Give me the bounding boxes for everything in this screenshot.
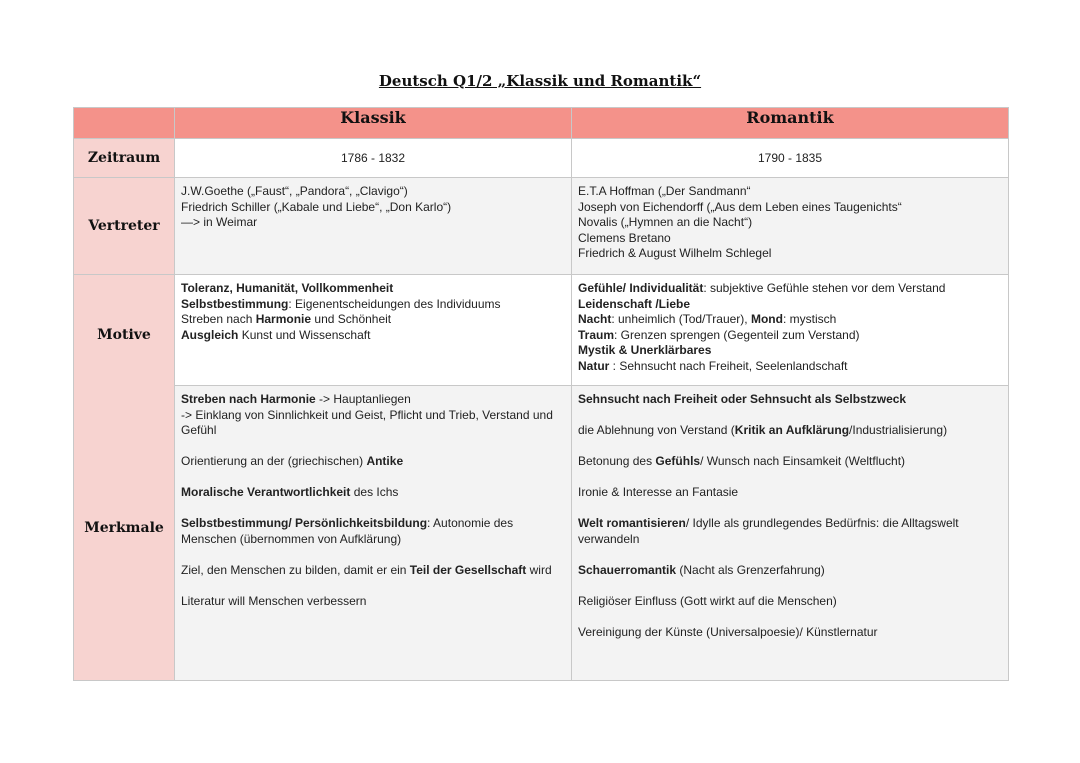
text: und Schönheit [311,312,392,326]
bold-text: Antike [366,454,404,468]
text: Streben nach [181,312,256,326]
zeitraum-romantik: 1790 - 1835 [572,139,1009,178]
row-label-motive [74,275,175,681]
vertreter-klassik [175,178,572,275]
bold-text: Leidenschaft /Liebe [578,296,691,311]
bold-text: Teil der Gesellschaft [409,562,527,577]
merkmale-label-wrap [74,385,174,670]
table-row-merkmale [74,386,1009,681]
merkmale-romantik-item [578,563,1002,579]
motive-romantik-line [578,312,1002,328]
merkmale-label: Merkmale [84,520,164,536]
text: (Nacht als Grenzerfahrung) [676,562,825,577]
text: Literatur will Menschen verbessern [181,593,367,608]
merkmale-romantik-item [578,423,1002,439]
header-romantik: Romantik [572,108,1009,139]
vertreter-romantik-line: Joseph von Eichendorff („Aus dem Leben eines Taugenichts“ [578,199,902,214]
motive-label-wrap [74,285,174,385]
bold-text: Kritik an Aufklärung [734,423,850,437]
text: Religiöser Einfluss (Gott wirkt auf die Menschen) [578,593,837,608]
text: -> Einklang von Sinnlichkeit und Geist, Pflicht und Trieb, Verstand und Gefühl [181,407,553,437]
vertreter-romantik-line: Novalis („Hymnen an die Nacht“) [578,215,753,229]
bold-text: Gefühls [655,454,701,468]
text: Ziel, den Menschen zu bilden, damit er ein [181,562,410,577]
bold-text: Welt romantisieren [578,516,686,530]
header-corner-cell [74,108,175,139]
text: Betonung des [578,454,656,468]
motive-klassik [175,275,572,386]
motive-romantik-line [578,328,1002,344]
vertreter-romantik-line: E.T.A Hoffman („Der Sandmann“ [578,184,751,198]
bold-text: Traum [578,327,615,342]
vertreter-klassik-line: —> in Weimar [181,215,258,229]
text: die Ablehnung von Verstand ( [578,423,735,437]
text: Vereinigung der Künste (Universalpoesie)/ Künstlernatur [578,624,878,639]
motive-romantik [572,275,1009,386]
merkmale-romantik-item [578,594,1002,610]
text: / Wunsch nach Einsamkeit (Weltflucht) [700,454,906,468]
comparison-table [73,107,1009,681]
table-row-vertreter [74,178,1009,275]
text: : mystisch [782,312,837,326]
motive-klassik-line [181,328,565,344]
text: Kunst und Wissenschaft [238,327,371,342]
bold-text: Streben nach Harmonie [181,392,316,406]
text: / Idylle als grundlegendes Bedürfnis: die Alltagswelt verwandeln [578,516,959,546]
table-row-zeitraum [74,139,1009,178]
bold-text: Gefühle/ Individualität [578,281,704,295]
bold-text: Selbstbestimmung [181,296,289,311]
motive-romantik-line [578,297,1002,313]
vertreter-romantik-line: Friedrich & August Wilhelm Schlegel [578,246,772,260]
text: /Industrialisierung) [849,423,948,437]
bold-text: Toleranz, Humanität, Vollkommenheit [181,281,394,295]
bold-text: Mond [750,312,783,326]
text: des Ichs [350,485,399,499]
text: Orientierung an der (griechischen) [181,454,367,468]
bold-text: Natur [578,358,610,373]
text: : Eigenentscheidungen des Individuums [288,296,501,311]
merkmale-romantik-item [578,454,1002,470]
zeitraum-klassik: 1786 - 1832 [175,139,572,178]
merkmale-klassik-item [181,594,565,610]
merkmale-klassik-item [181,454,565,470]
vertreter-klassik-line: J.W.Goethe („Faust“, „Pandora“, „Clavigo“) [181,184,408,198]
merkmale-romantik [572,386,1009,681]
motive-romantik-line [578,343,1002,359]
bold-text: Ausgleich [181,327,239,342]
merkmale-klassik [175,386,572,681]
motive-klassik-line [181,312,565,328]
bold-text: Harmonie [255,312,312,326]
vertreter-romantik [572,178,1009,275]
table-row-motive [74,275,1009,386]
motive-label: Motive [97,327,151,343]
bold-text: Schauerromantik [578,562,677,577]
merkmale-romantik-item [578,485,1002,501]
bold-text: Moralische Verantwortlichkeit [181,485,351,499]
row-label-vertreter: Vertreter [74,178,175,275]
merkmale-klassik-item [181,485,565,501]
text: -> Hauptanliegen [315,392,411,406]
vertreter-klassik-line: Friedrich Schiller („Kabale und Liebe“, „Don Karlo“) [181,199,452,214]
text: : Grenzen sprengen (Gegenteil zum Verstand) [614,327,860,342]
merkmale-romantik-item [578,516,1002,547]
header-klassik: Klassik [175,108,572,139]
motive-romantik-line [578,281,1002,297]
merkmale-klassik-item [181,516,565,547]
text: Ironie & Interesse an Fantasie [578,485,739,499]
text: : subjektive Gefühle stehen vor dem Verstand [703,281,946,295]
bold-text: Mystik & Unerklärbares [578,343,712,357]
motive-romantik-line [578,359,1002,375]
motive-klassik-line [181,281,565,297]
text: : Autonomie des Menschen (übernommen von Aufklärung) [181,516,514,546]
merkmale-romantik-item [578,625,1002,641]
vertreter-romantik-line: Clemens Bretano [578,230,671,245]
table-header-row [74,108,1009,139]
merkmale-romantik-item [578,392,1002,408]
motive-klassik-line [181,297,565,313]
text: : unheimlich (Tod/Trauer), [611,312,751,326]
bold-text: Sehnsucht nach Freiheit oder Sehnsucht als Selbstzweck [578,392,907,406]
document-title: Deutsch Q1/2 „Klassik und Romantik“ [378,72,702,90]
bold-text: Selbstbestimmung/ Persönlichkeitsbildung [181,516,428,530]
merkmale-klassik-item [181,563,565,579]
bold-text: Nacht [578,312,612,326]
merkmale-klassik-item [181,392,565,439]
row-label-zeitraum: Zeitraum [74,139,175,178]
text: : Sehnsucht nach Freiheit, Seelenlandschaft [609,358,848,373]
text: wird [526,562,552,577]
